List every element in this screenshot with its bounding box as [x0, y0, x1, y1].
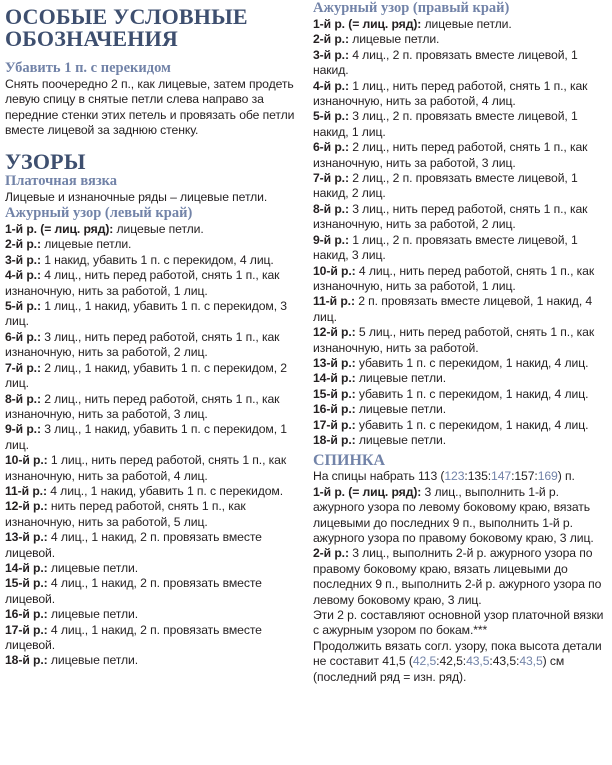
- pattern-row: [5, 653, 301, 668]
- pattern-row-label: 2-й р.:: [313, 32, 349, 47]
- pattern-row-label: 13-й р.:: [313, 355, 356, 370]
- pattern-row: [313, 48, 608, 79]
- pattern-row-label: 11-й р.:: [313, 294, 355, 309]
- pattern-row-text: лицевые петли.: [358, 371, 447, 386]
- pattern-row-label: 15-й р.:: [313, 386, 356, 401]
- pattern-row-text: 1 лиц., нить перед работой, снять 1 п., как изнаночную, нить за работой, 4 лиц.: [313, 78, 588, 109]
- pattern-row-text: 1 лиц., нить перед работой, снять 1 п., как изнаночную, нить за работой, 4 лиц.: [5, 453, 287, 483]
- pattern-row-text: 2 лиц., нить перед работой, снять 1 п., как изнаночную, нить за работой, 3 лиц.: [313, 140, 588, 170]
- spinka-intro: [313, 469, 608, 484]
- spinka-end-size-2: 43,5: [466, 654, 490, 669]
- pattern-row-label: 9-й р.:: [5, 422, 41, 437]
- spinka-end: [313, 639, 608, 685]
- pattern-row-label: 16-й р.:: [313, 402, 356, 417]
- ubavit-text: Снять поочередно 2 п., как лицевые, затем продеть левую спицу в снятые петли слева направо за передние стенки этих петель и провязать обе петли вместе лицевой за заднюю стенку.: [5, 77, 295, 138]
- pattern-row: [313, 17, 608, 32]
- pattern-row-label: 17-й р.:: [313, 417, 356, 432]
- pattern-row-label: 17-й р.:: [5, 622, 48, 637]
- pattern-row-label: 8-й р.:: [5, 391, 41, 406]
- pattern-row-label: 2-й р.:: [5, 237, 41, 252]
- pattern-row-text: 4 лиц., нить перед работой, снять 1 п., как изнаночную, нить за работой, 1 лиц.: [313, 263, 595, 293]
- pattern-row-text: 1 лиц., 1 накид, убавить 1 п. с перекидом, 3 лиц.: [5, 299, 287, 329]
- pattern-row-label: 6-й р.:: [313, 140, 349, 155]
- pattern-row-text: 1 накид, убавить 1 п. с перекидом, 4 лиц.: [44, 252, 274, 267]
- pattern-row-text: 3 лиц., нить перед работой, снять 1 п., как изнаночную, нить за работой, 2 лиц.: [5, 329, 280, 360]
- pattern-row: [313, 79, 608, 110]
- spinka-row-2: [313, 546, 608, 608]
- azhur-left-heading: Ажурный узор (левый край): [5, 205, 193, 222]
- pattern-row-label: 3-й р.:: [313, 47, 349, 62]
- spinka-sep-2: :157:: [511, 469, 538, 484]
- pattern-row: [5, 484, 301, 499]
- spinka-end-pre: Продолжить вязать согл. узору, пока высота детали не составит 41,5 (: [313, 638, 602, 669]
- spinka-end-size-3: 43,5: [519, 654, 543, 669]
- pattern-row-text: убавить 1 п. с перекидом, 1 накид, 4 лиц.: [358, 417, 589, 432]
- pattern-row: [5, 576, 301, 607]
- spinka-size-2: 147: [491, 469, 512, 484]
- pattern-row: [5, 299, 301, 330]
- page-title-line1: ОСОБЫЕ УСЛОВНЫЕ: [5, 4, 248, 29]
- page-title-line2: ОБОЗНАЧЕНИЯ: [5, 26, 179, 51]
- pattern-row-label: 3-й р.:: [5, 252, 41, 267]
- platochnaya-heading: Платочная вязка: [5, 172, 118, 189]
- pattern-row: [5, 253, 301, 268]
- pattern-row-text: 2 лиц., нить перед работой, снять 1 п., как изнаночную, нить за работой, 3 лиц.: [5, 391, 280, 421]
- pattern-row-text: лицевые петли.: [50, 560, 139, 575]
- pattern-row: [313, 264, 608, 295]
- pattern-row-text: 4 лиц., 1 накид, убавить 1 п. с перекидом.: [50, 483, 283, 498]
- pattern-row: [313, 402, 608, 417]
- pattern-row-label: 10-й р.:: [5, 453, 48, 468]
- spinka-row-2-text: 3 лиц., выполнить 2-й р. ажурного узора по правому боковому краю, вязать лицевыми до последних 9 п., выполнить 2-й р. ажурного узора по левому боковому краю, 3 лиц.: [313, 546, 602, 607]
- spinka-end-sep-1: :42,5:: [436, 654, 467, 669]
- pattern-row-label: 4-й р.:: [313, 78, 349, 93]
- pattern-row-label: 5-й р.:: [5, 299, 41, 314]
- pattern-row-text: 4 лиц., 1 накид, 2 п. провязать вместе лицевой.: [5, 622, 262, 652]
- pattern-row: [5, 607, 301, 622]
- right-column: [313, 0, 608, 685]
- pattern-row: [313, 202, 608, 233]
- pattern-row-text: лицевые петли.: [50, 607, 139, 622]
- pattern-row-text: нить перед работой, снять 1 п., как изнаночную, нить за работой, 5 лиц.: [5, 499, 246, 529]
- pattern-row: [5, 222, 301, 237]
- pattern-row: [313, 233, 608, 264]
- pattern-row-label: 7-й р.:: [313, 171, 349, 186]
- pattern-row: [313, 418, 608, 433]
- pattern-row-text: 3 лиц., 1 накид, убавить 1 п. с перекидом, 1 лиц.: [5, 422, 287, 452]
- pattern-row: [313, 294, 608, 325]
- pattern-row-text: 4 лиц., нить перед работой, снять 1 п., как изнаночную, нить за работой, 1 лиц.: [5, 268, 280, 298]
- pattern-row-label: 13-й р.:: [5, 530, 48, 545]
- pattern-row-label: 1-й р. (= лиц. ряд):: [313, 17, 422, 31]
- spinka-row-2-label: 2-й р.:: [313, 546, 349, 561]
- pattern-row-text: лицевые петли.: [116, 222, 204, 237]
- pattern-row-label: 12-й р.:: [5, 499, 48, 514]
- spinka-size-3: 169: [537, 469, 558, 484]
- pattern-row-label: 14-й р.:: [313, 371, 356, 386]
- pattern-row-text: 2 п. провязать вместе лицевой, 1 накид, 4 лиц.: [313, 294, 593, 324]
- pattern-row-label: 1-й р. (= лиц. ряд):: [5, 222, 114, 237]
- pattern-row-text: 1 лиц., 2 п. провязать вместе лицевой, 1 накид, 3 лиц.: [313, 232, 578, 263]
- pattern-row: [313, 371, 608, 386]
- pattern-row: [5, 422, 301, 453]
- pattern-row-text: убавить 1 п. с перекидом, 1 накид, 4 лиц.: [358, 386, 589, 401]
- pattern-row: [5, 237, 301, 252]
- pattern-row-text: 2 лиц., 1 накид, убавить 1 п. с перекидом, 2 лиц.: [5, 360, 287, 391]
- spinka-end-sep-2: :43,5:: [489, 654, 520, 669]
- spinka-intro-pre: На спицы набрать 113 (: [313, 469, 445, 484]
- pattern-row-text: лицевые петли.: [358, 402, 447, 417]
- spinka-row-1-text: 3 лиц., выполнить 1-й р. ажурного узора по левому боковому краю, вязать лицевыми до последних 9 п., выполнить 1-й р. ажурного узора по правому боковому краю, 3 лиц.: [313, 484, 594, 545]
- pattern-row-text: 5 лиц., нить перед работой, снять 1 п., как изнаночную, нить за работой.: [313, 325, 595, 355]
- azhur-right-rows: [313, 17, 608, 448]
- pattern-row-label: 15-й р.:: [5, 576, 48, 591]
- pattern-row-text: 3 лиц., 2 п. провязать вместе лицевой, 1 накид, 1 лиц.: [313, 109, 578, 139]
- pattern-row-text: 2 лиц., 2 п. провязать вместе лицевой, 1 накид, 2 лиц.: [313, 171, 578, 201]
- pattern-row: [313, 140, 608, 171]
- pattern-row-text: лицевые петли.: [352, 32, 440, 47]
- pattern-row-label: 4-й р.:: [5, 268, 41, 283]
- pattern-row-label: 5-й р.:: [313, 109, 349, 124]
- pattern-row-label: 14-й р.:: [5, 560, 48, 575]
- pattern-row-label: 18-й р.:: [5, 653, 48, 668]
- pattern-row-label: 9-й р.:: [313, 232, 349, 247]
- platochnaya-text: Лицевые и изнаночные ряды – лицевые петли.: [5, 189, 268, 204]
- pattern-row: [313, 356, 608, 371]
- spinka-size-1: 123: [444, 469, 465, 484]
- azhur-right-heading: Ажурный узор (правый край): [313, 0, 510, 16]
- pattern-row: [5, 361, 301, 392]
- pattern-row: [313, 109, 608, 140]
- spinka-row-1-label: 1-й р. (= лиц. ряд):: [313, 484, 422, 499]
- pattern-row-label: 12-й р.:: [313, 325, 356, 340]
- ubavit-heading: Убавить 1 п. с перекидом: [5, 60, 171, 76]
- pattern-row-label: 7-й р.:: [5, 360, 41, 375]
- pattern-row-label: 16-й р.:: [5, 607, 48, 622]
- pattern-row: [313, 433, 608, 448]
- pattern-row: [5, 530, 301, 561]
- pattern-row-text: убавить 1 п. с перекидом, 1 накид, 4 лиц.: [358, 355, 589, 370]
- uzory-heading: УЗОРЫ: [5, 148, 86, 174]
- pattern-row: [313, 32, 608, 47]
- pattern-row-text: 4 лиц., 1 накид, 2 п. провязать вместе лицевой.: [5, 576, 262, 606]
- spinka-intro-post: ) п.: [557, 469, 575, 484]
- pattern-row: [313, 387, 608, 402]
- pattern-row: [5, 268, 301, 299]
- spinka-sep-1: :135:: [464, 469, 492, 484]
- pattern-row-text: 4 лиц., 1 накид, 2 п. провязать вместе лицевой.: [5, 530, 262, 560]
- pattern-row-label: 18-й р.:: [313, 432, 356, 447]
- pattern-row-label: 8-й р.:: [313, 201, 349, 216]
- pattern-row: [5, 499, 301, 530]
- pattern-row-text: лицевые петли.: [44, 237, 132, 252]
- pattern-row: [313, 171, 608, 202]
- pattern-row-text: лицевые петли.: [50, 653, 139, 668]
- pattern-row-text: 3 лиц., нить перед работой, снять 1 п., как изнаночную, нить за работой, 2 лиц.: [313, 201, 588, 232]
- page-title: [5, 6, 301, 50]
- spinka-end-post: ) см (последний ряд = изн. ряд).: [313, 654, 565, 684]
- pattern-row-text: 4 лиц., 2 п. провязать вместе лицевой, 1 накид.: [313, 47, 578, 78]
- spinka-end-size-1: 42,5: [412, 654, 437, 669]
- spinka-note: Эти 2 р. составляют основной узор платочной вязки с ажурным узором по бокам.***: [313, 608, 604, 638]
- pattern-row: [5, 330, 301, 361]
- pattern-row: [313, 325, 608, 356]
- pattern-row: [5, 453, 301, 484]
- pattern-row: [5, 392, 301, 423]
- pattern-row-text: лицевые петли.: [358, 432, 447, 447]
- spinka-row-1: [313, 485, 608, 547]
- pattern-row: [5, 561, 301, 576]
- azhur-left-rows: [5, 222, 301, 669]
- left-column: [5, 0, 301, 669]
- spinka-heading: СПИНКА: [313, 452, 386, 470]
- pattern-row-text: лицевые петли.: [424, 17, 512, 31]
- pattern-row-label: 6-й р.:: [5, 329, 41, 344]
- pattern-row: [5, 623, 301, 654]
- pattern-row-label: 11-й р.:: [5, 483, 47, 498]
- pattern-row-label: 10-й р.:: [313, 263, 356, 278]
